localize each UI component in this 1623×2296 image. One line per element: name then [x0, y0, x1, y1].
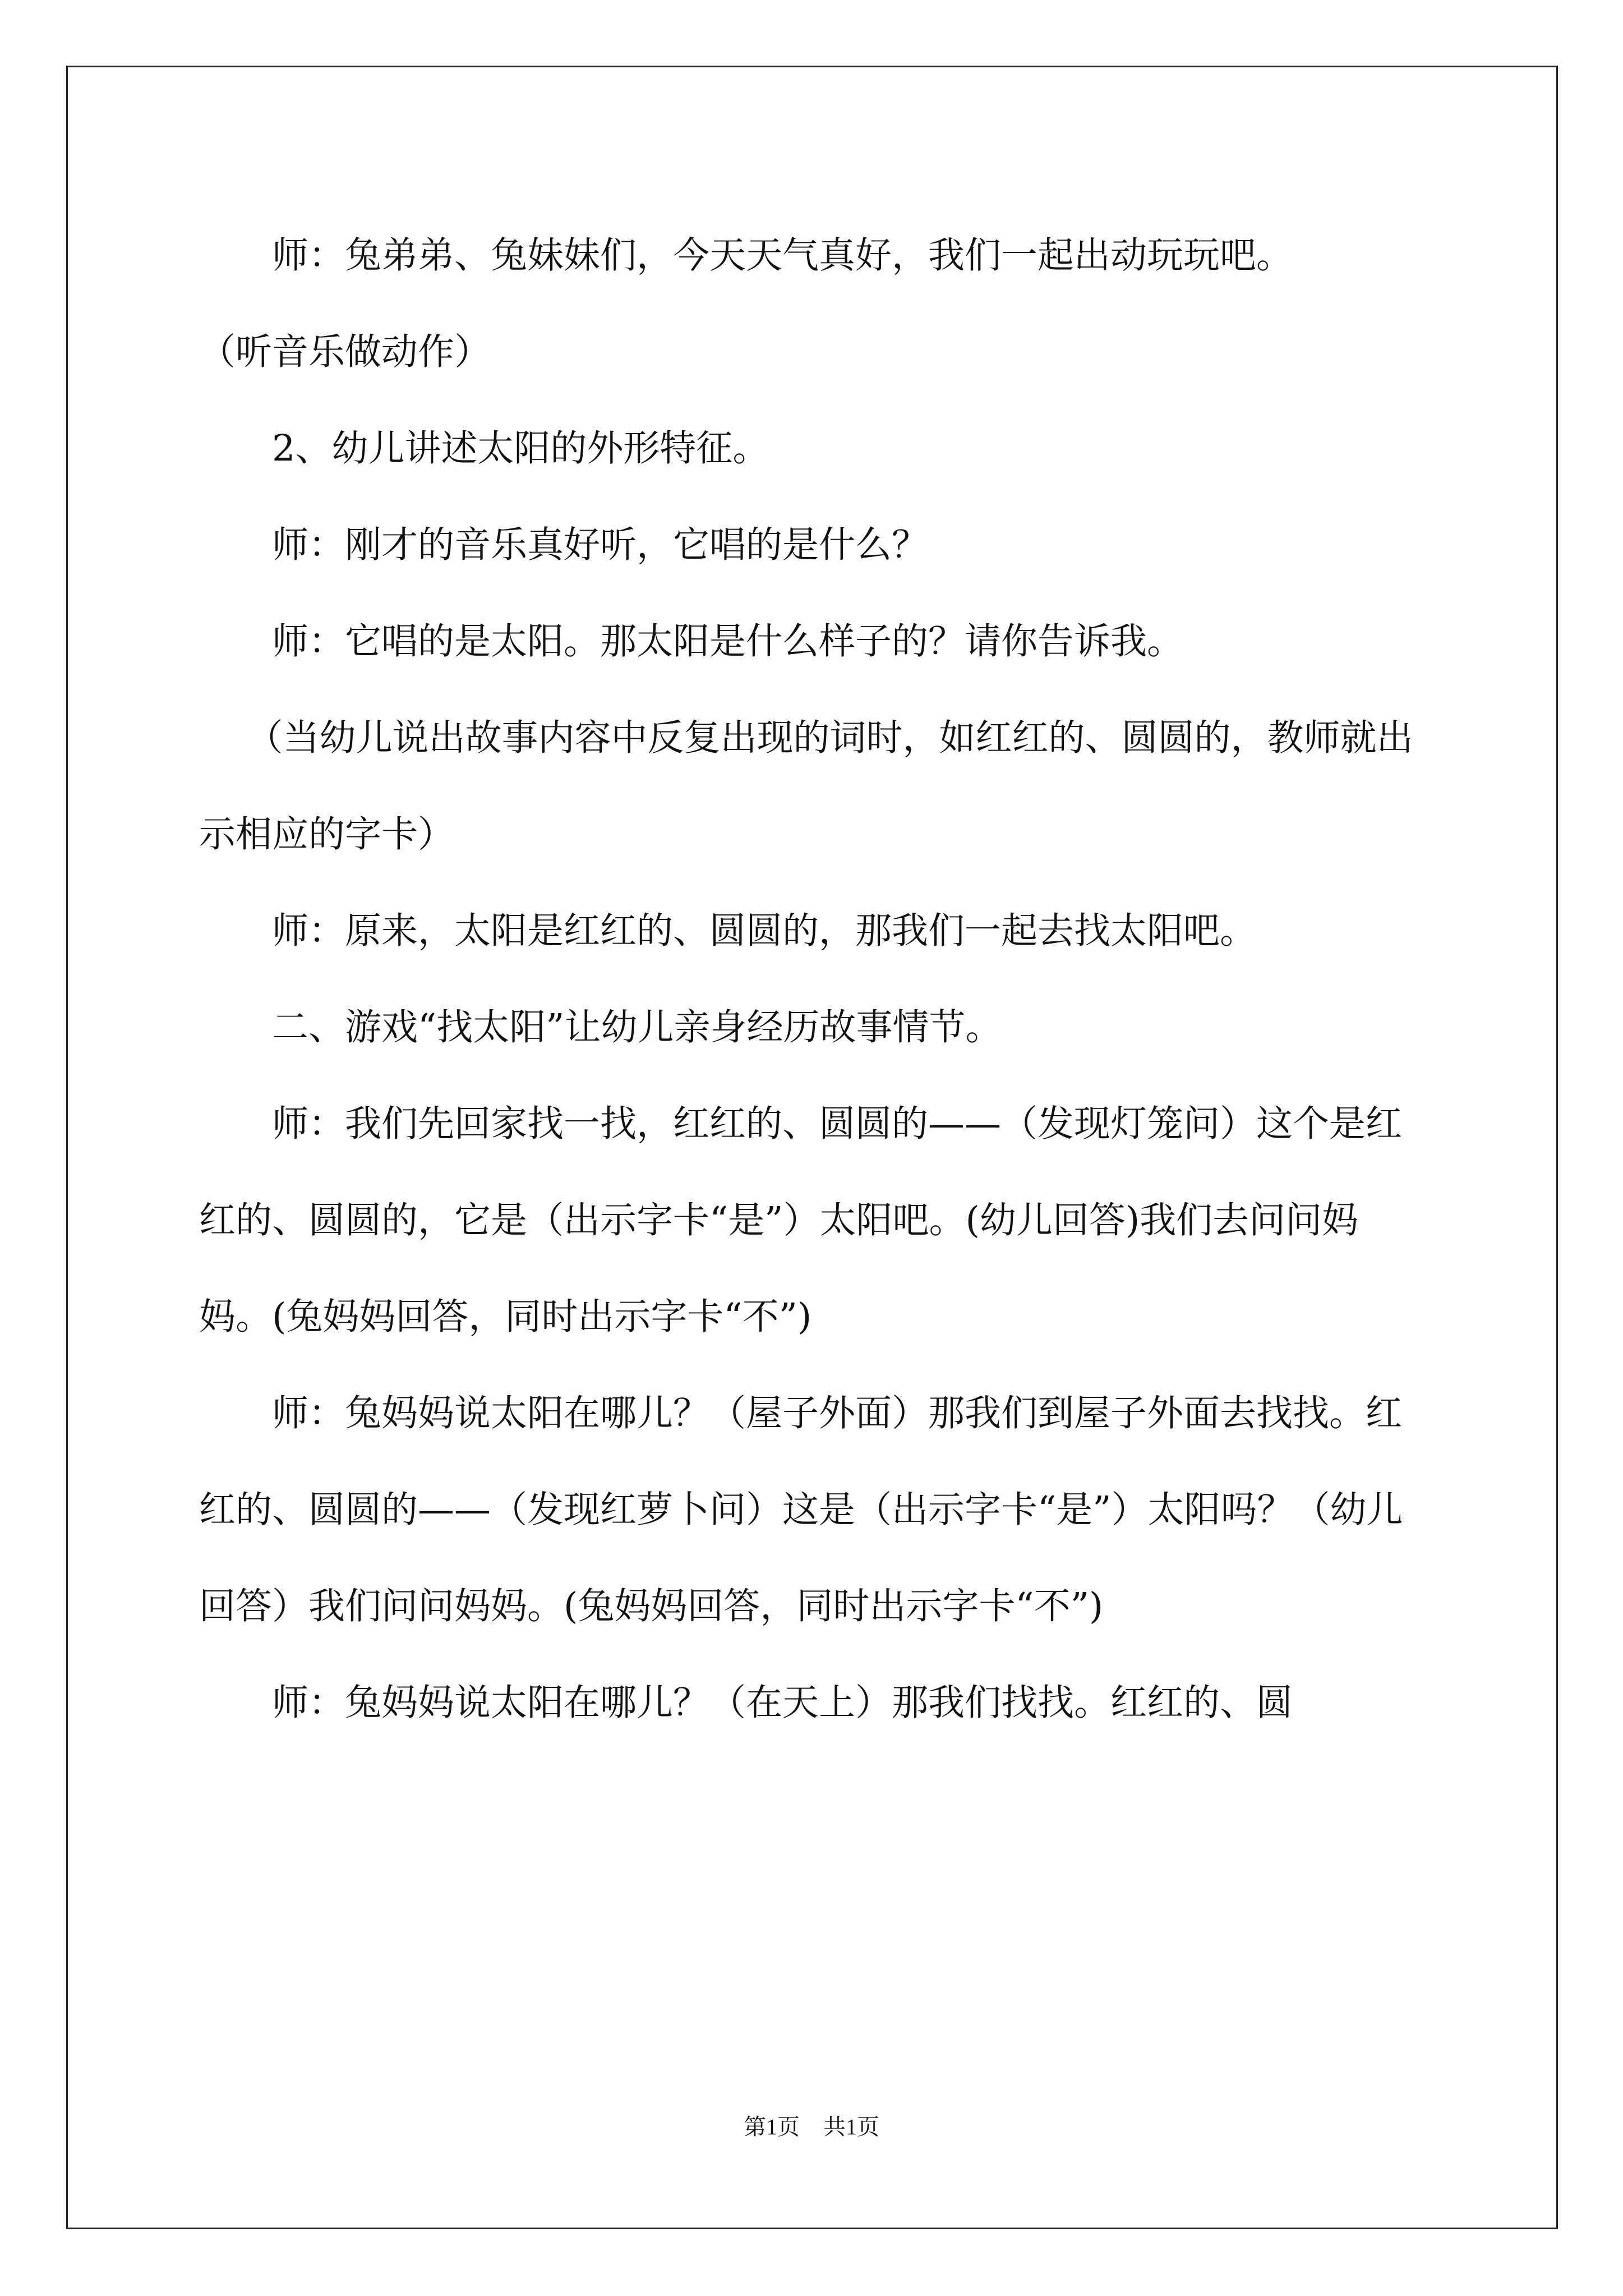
- paragraph-2: （听音乐做动作）: [199, 331, 491, 373]
- paragraph-4: 师：刚才的音乐真好听，它唱的是什么？: [272, 524, 929, 566]
- paragraph-11: 师：兔妈妈说太阳在哪儿？（在天上）那我们找找。红红的、圆: [272, 1682, 1293, 1724]
- paragraph-8: 二、游戏“找太阳”让幼儿亲身经历故事情节。: [272, 1006, 1002, 1048]
- paragraph-1: 师：兔弟弟、兔妹妹们，今天天气真好，我们一起出动玩玩吧。: [272, 234, 1293, 277]
- paragraph-6: （当幼儿说出故事内容中反复出现的词时，如红红的、圆圆的，教师就出示相应的字卡）: [199, 717, 1413, 855]
- paragraph-9: 师：我们先回家找一找，红红的、圆圆的——（发现灯笼问）这个是红红的、圆圆的，它是（出示字卡“是”）太阳吧。(幼儿回答)我们去问问妈妈。(兔妈妈回答，同时出示字卡“不”): [199, 1103, 1403, 1338]
- paragraph-3: 2、幼儿讲述太阳的外形特征。: [272, 427, 769, 470]
- paragraph-7: 师：原来，太阳是红红的、圆圆的，那我们一起去找太阳吧。: [272, 910, 1257, 952]
- document-body: [199, 208, 1427, 1751]
- paragraph-10: 师：兔妈妈说太阳在哪儿？（屋子外面）那我们到屋子外面去找找。红红的、圆圆的——（发现红萝卜问）这是（出示字卡“是”）太阳吗？（幼儿回答）我们问问妈妈。(兔妈妈回答，同时出示字卡“不”): [199, 1392, 1403, 1627]
- page-total: 共1页: [823, 2114, 879, 2139]
- page-footer: [0, 2109, 1623, 2141]
- paragraph-5: 师：它唱的是太阳。那太阳是什么样子的？请你告诉我。: [272, 620, 1184, 662]
- page-number: 第1页: [744, 2114, 800, 2139]
